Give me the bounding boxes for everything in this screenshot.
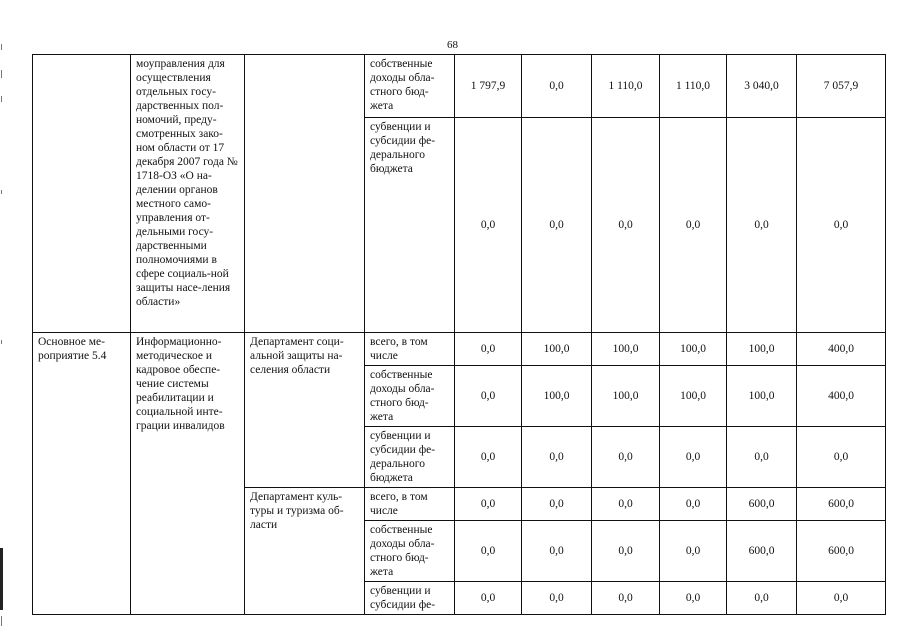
value-cell: 100,0 xyxy=(660,333,727,366)
value-cell: 0,0 xyxy=(522,582,592,615)
value-cell: 0,0 xyxy=(592,118,660,333)
value-cell: 0,0 xyxy=(592,582,660,615)
value-cell: 100,0 xyxy=(522,333,592,366)
value-cell: 0,0 xyxy=(592,521,660,582)
total-cell: 0,0 xyxy=(797,582,886,615)
value-cell: 0,0 xyxy=(727,427,797,488)
value-cell: 0,0 xyxy=(455,427,522,488)
scan-margin-marks xyxy=(0,40,4,640)
total-cell: 0,0 xyxy=(797,427,886,488)
funding-source-cell: субвенции и субсидии фе-дерального бюджета xyxy=(365,118,455,333)
total-cell: 600,0 xyxy=(797,488,886,521)
value-cell: 0,0 xyxy=(455,333,522,366)
funding-source-cell: субвенции и субсидии фе- xyxy=(365,582,455,615)
funding-source-cell: собственные доходы обла-стного бюд-жета xyxy=(365,521,455,582)
funding-source-cell: собственные доходы обла-стного бюд-жета xyxy=(365,55,455,118)
value-cell: 0,0 xyxy=(522,488,592,521)
total-cell: 400,0 xyxy=(797,333,886,366)
value-cell: 1 110,0 xyxy=(660,55,727,118)
value-cell: 600,0 xyxy=(727,521,797,582)
executor-cell xyxy=(245,55,365,333)
value-cell: 100,0 xyxy=(592,366,660,427)
value-cell: 0,0 xyxy=(522,521,592,582)
value-cell: 0,0 xyxy=(455,488,522,521)
value-cell: 0,0 xyxy=(727,582,797,615)
value-cell: 0,0 xyxy=(660,488,727,521)
value-cell: 0,0 xyxy=(455,521,522,582)
value-cell: 0,0 xyxy=(727,118,797,333)
value-cell: 100,0 xyxy=(592,333,660,366)
executor-cell: Департамент куль-туры и туризма об-ласти xyxy=(245,488,365,615)
value-cell: 100,0 xyxy=(522,366,592,427)
value-cell: 0,0 xyxy=(455,366,522,427)
measure-description-cell: Информационно-методическое и кадровое обеспе-чение системы реабилитации и социальной инте-грации инвалидов xyxy=(131,333,245,615)
value-cell: 0,0 xyxy=(660,427,727,488)
funding-source-cell: собственные доходы обла-стного бюд-жета xyxy=(365,366,455,427)
funding-table xyxy=(32,54,886,615)
table-row xyxy=(33,55,886,118)
value-cell: 1 110,0 xyxy=(592,55,660,118)
value-cell: 0,0 xyxy=(522,55,592,118)
value-cell: 0,0 xyxy=(660,582,727,615)
value-cell: 0,0 xyxy=(455,118,522,333)
value-cell: 0,0 xyxy=(660,118,727,333)
measure-description-cell: моуправления для осуществления отдельных госу-дарственных пол-номочий, преду-смотренных зако-ном области от 17 декабря 2007 года № 1718-ОЗ «О на-делении органов местного само-управления от-дельными госу-дарственными полномочиями в сфере социаль-ной защиты насе-ления области» xyxy=(131,55,245,333)
value-cell: 3 040,0 xyxy=(727,55,797,118)
measure-cell: Основное ме-роприятие 5.4 xyxy=(33,333,131,615)
value-cell: 100,0 xyxy=(727,366,797,427)
value-cell: 600,0 xyxy=(727,488,797,521)
total-cell: 0,0 xyxy=(797,118,886,333)
value-cell: 0,0 xyxy=(660,521,727,582)
value-cell: 0,0 xyxy=(592,488,660,521)
measure-cell xyxy=(33,55,131,333)
value-cell: 100,0 xyxy=(727,333,797,366)
executor-cell: Департамент соци-альной защиты на-селения области xyxy=(245,333,365,488)
total-cell: 7 057,9 xyxy=(797,55,886,118)
funding-source-cell: всего, в том числе xyxy=(365,333,455,366)
value-cell: 0,0 xyxy=(455,582,522,615)
table-row xyxy=(33,333,886,366)
value-cell: 1 797,9 xyxy=(455,55,522,118)
value-cell: 0,0 xyxy=(522,427,592,488)
funding-source-cell: всего, в том числе xyxy=(365,488,455,521)
page-number: 68 xyxy=(447,39,458,51)
funding-source-cell: субвенции и субсидии фе-дерального бюджета xyxy=(365,427,455,488)
total-cell: 600,0 xyxy=(797,521,886,582)
value-cell: 0,0 xyxy=(522,118,592,333)
value-cell: 0,0 xyxy=(592,427,660,488)
value-cell: 100,0 xyxy=(660,366,727,427)
total-cell: 400,0 xyxy=(797,366,886,427)
